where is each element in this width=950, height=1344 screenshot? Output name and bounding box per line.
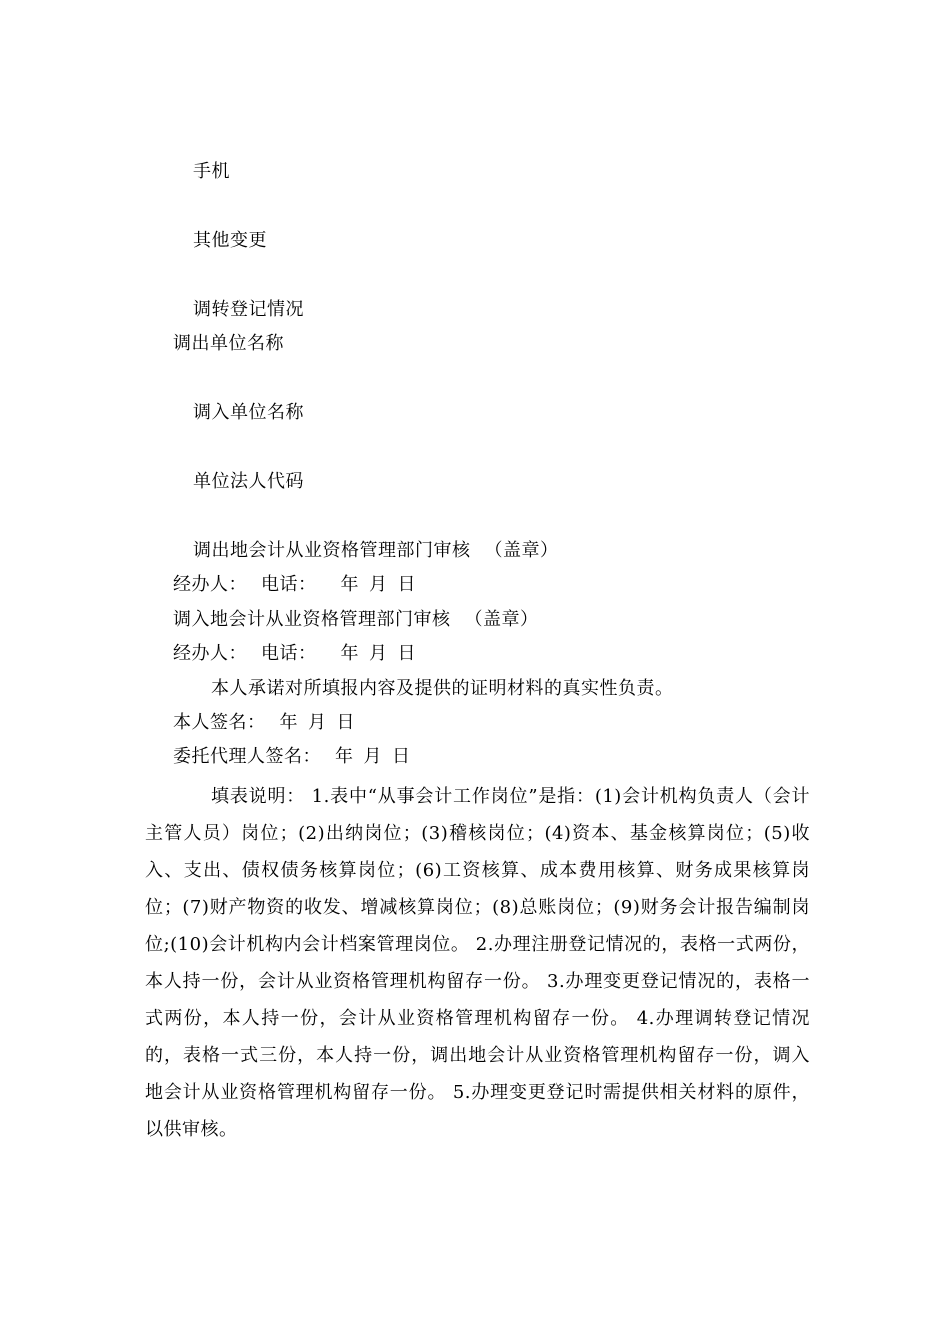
review-out-phone-label: 电话： — [261, 574, 317, 595]
self-signature-month: 月 — [308, 712, 327, 733]
review-in-phone-label: 电话： — [261, 643, 317, 664]
self-signature-label: 本人签名： — [173, 712, 266, 733]
commitment-statement: 本人承诺对所填报内容及提供的证明材料的真实性负责。 — [211, 678, 674, 699]
agent-signature-line — [173, 746, 411, 768]
in-unit-name-label: 调入单位名称 — [193, 402, 304, 423]
other-change-label: 其他变更 — [193, 230, 267, 251]
out-unit-name-label: 调出单位名称 — [173, 333, 284, 354]
review-out-month: 月 — [369, 574, 388, 595]
unit-legal-code-label: 单位法人代码 — [193, 471, 304, 492]
review-in-signoff — [173, 643, 416, 665]
review-out-handler-label: 经办人： — [173, 574, 247, 595]
review-in-month: 月 — [369, 643, 388, 664]
mobile-label: 手机 — [193, 161, 230, 182]
agent-signature-label: 委托代理人签名： — [173, 746, 321, 767]
review-in-line — [173, 609, 539, 631]
review-in-handler-label: 经办人： — [173, 643, 247, 664]
review-in-title: 调入地会计从业资格管理部门审核 — [173, 609, 451, 630]
transfer-section-heading: 调转登记情况 — [193, 299, 304, 320]
review-out-title: 调出地会计从业资格管理部门审核 — [193, 540, 471, 561]
agent-signature-day: 日 — [392, 746, 411, 767]
review-in-day: 日 — [397, 643, 416, 664]
self-signature-year: 年 — [279, 712, 298, 733]
agent-signature-month: 月 — [363, 746, 382, 767]
self-signature-day: 日 — [336, 712, 355, 733]
self-signature-line — [173, 712, 355, 734]
review-out-seal: （盖章） — [484, 540, 559, 561]
review-out-year: 年 — [340, 574, 359, 595]
review-out-day: 日 — [397, 574, 416, 595]
review-out-line — [193, 540, 559, 562]
review-out-signoff — [173, 574, 416, 596]
agent-signature-year: 年 — [335, 746, 354, 767]
review-in-year: 年 — [340, 643, 359, 664]
form-instructions: 填表说明： 1.表中“从事会计工作岗位”是指：(1)会计机构负责人（会计主管人员）岗位；(2)出纳岗位；(3)稽核岗位；(4)资本、基金核算岗位；(5)收入、支出、债权债务核算岗位；(6)工资核算、成本费用核算、财务成果核算岗位；(7)财产物资的收发、增减核算岗位；(8)总账岗位；(9)财务会计报告编制岗位;(10)会计机构内会计档案管理岗位。 2.办理注册登记情况的，表格一式两份，本人持一份，会计从业资格管理机构留存一份。 3.办理变更登记情况的，表格一式两份，本人持一份，会计从业资格管理机构留存一份。 4.办理调转登记情况的，表格一式三份，本人持一份，调出地会计从业资格管理机构留存一份，调入地会计从业资格管理机构留存一份。 5.办理变更登记时需提供相关材料的原件，以供审核。 — [145, 786, 810, 1140]
review-in-seal: （盖章） — [464, 609, 539, 630]
